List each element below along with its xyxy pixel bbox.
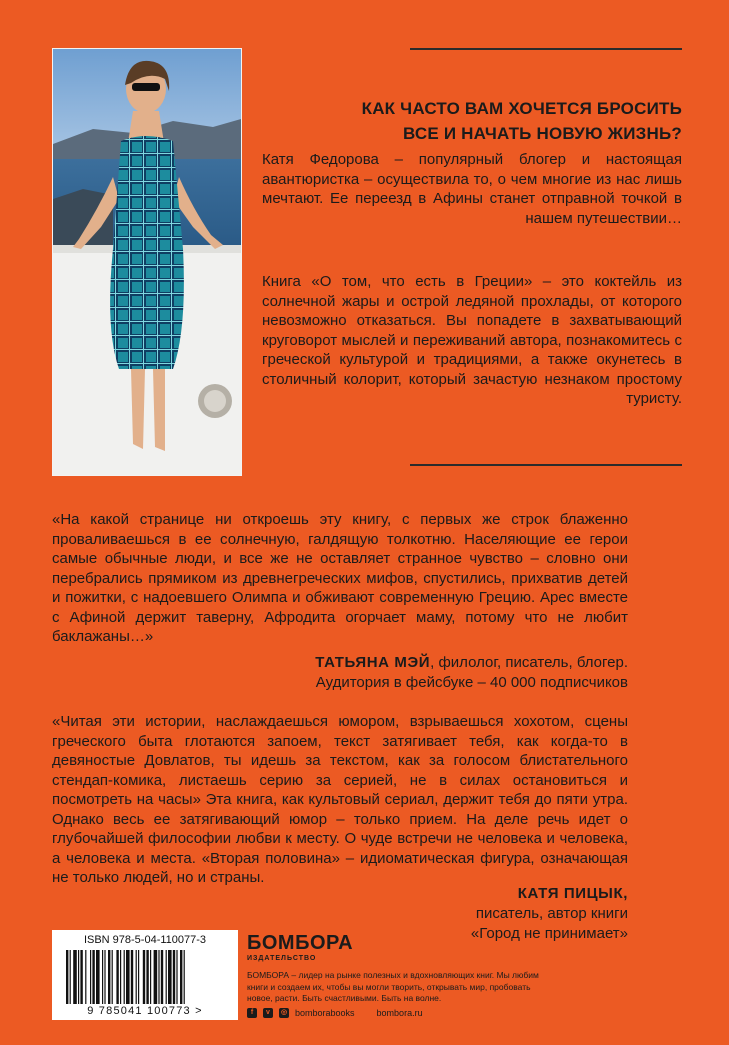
author-2-role: писатель, автор книги [475, 905, 628, 922]
headline-line-1: КАК ЧАСТО ВАМ ХОЧЕТСЯ БРОСИТЬ [361, 99, 682, 118]
review-quote-1: «На какой странице ни откроешь эту книгу, с первых же строк блаженно проваливаешься в ее солнечную, галдящую толкотню. Населяющие ее герои самые обычные люди, и все же не оставляет странное чувство – словно они перебрались прямиком из древнегреческих мифов, спустились, прихватив детей и пожитки, с надоевшего Олимпа и обживают современную Грецию. Арес вместе с Афиной держит таверну, Афродита огорчает маму, потому что не любит баклажаны…» [52, 511, 628, 645]
review-quote-2: «Читая эти истории, наслаждаешься юмором, взрываешься хохотом, сцены греческого быта глотаются запоем, текст затягивает тебя, как когда-то в девяностые Довлатов, ты идешь за текстом, как за голосом блистательного стендап-комика, листаешь серию за серией, не в силах остановиться и посмотреть на часы» Эта книга, как культовый сериал, держит тебя до пяти утра. Однако весь ее затягивающий юмор – только прием. На деле речь идет о глубочайшей философии любви к месту. О чуде встречи не человека и человека, а человека и места. «Вторая половина» – идиоматическая фигура, означающая не только людей, но и страны. [52, 713, 628, 886]
blurb-paragraph-2: Книга «О том, что есть в Греции» – это коктейль из солнечной жары и острой ледяной прохлады, от которого невозможно отказаться. Вы попадете в захватывающий круговорот мыслей и переживаний автора, познакомитесь с греческой культурой и традициями, а также окунетесь в столичный колорит, который зачастую незнаком простому туристу. [262, 273, 682, 407]
publisher-website: bombora.ru [376, 1008, 423, 1018]
ean-digits: 9 785041 100773 > [87, 1005, 203, 1017]
social-handle: bomborabooks [295, 1008, 355, 1018]
back-cover-headline [276, 96, 682, 146]
review-author-2 [471, 884, 628, 944]
author-2-name: КАТЯ ПИЦЫК, [517, 885, 628, 902]
middle-divider [410, 464, 682, 466]
publisher-logo-name: БОМБОРА [247, 932, 354, 954]
publisher-social [247, 1007, 423, 1019]
vk-icon: v [263, 1008, 273, 1018]
instagram-icon: ◎ [280, 1009, 288, 1016]
publisher-logo-subtitle: ИЗДАТЕЛЬСТВО [247, 955, 317, 962]
blurb-paragraph-1: Катя Федорова – популярный блогер и настоящая авантюристка – осуществила то, о чем многие из нас лишь мечтают. Ее переезд в Афины станет отправной точкой в нашем путешествии… [262, 151, 682, 227]
author-1-name: ТАТЬЯНА МЭЙ [315, 654, 431, 671]
publisher-description: БОМБОРА – лидер на рынке полезных и вдохновляющих книг. Мы любим книги и создаем их, чтобы вы могли творить, открывать мир, пробовать новое, расти. Быть счастливыми. Быть на волне. [247, 970, 539, 1003]
facebook-icon: f [247, 1008, 257, 1018]
author-1-audience: Аудитория в фейсбуке – 40 000 подписчиков [315, 674, 628, 691]
review-author-1 [315, 653, 628, 693]
publisher-logo [247, 932, 353, 963]
author-photo [52, 48, 242, 476]
isbn-number: ISBN 978-5-04-110077-3 [83, 934, 207, 946]
author-2-book: «Город не принимает» [470, 925, 628, 942]
isbn-barcode [52, 930, 238, 1020]
top-divider [410, 48, 682, 50]
headline-line-2: ВСЕ И НАЧАТЬ НОВУЮ ЖИЗНЬ? [403, 124, 682, 143]
author-1-role: , филолог, писатель, блогер. [430, 654, 628, 671]
